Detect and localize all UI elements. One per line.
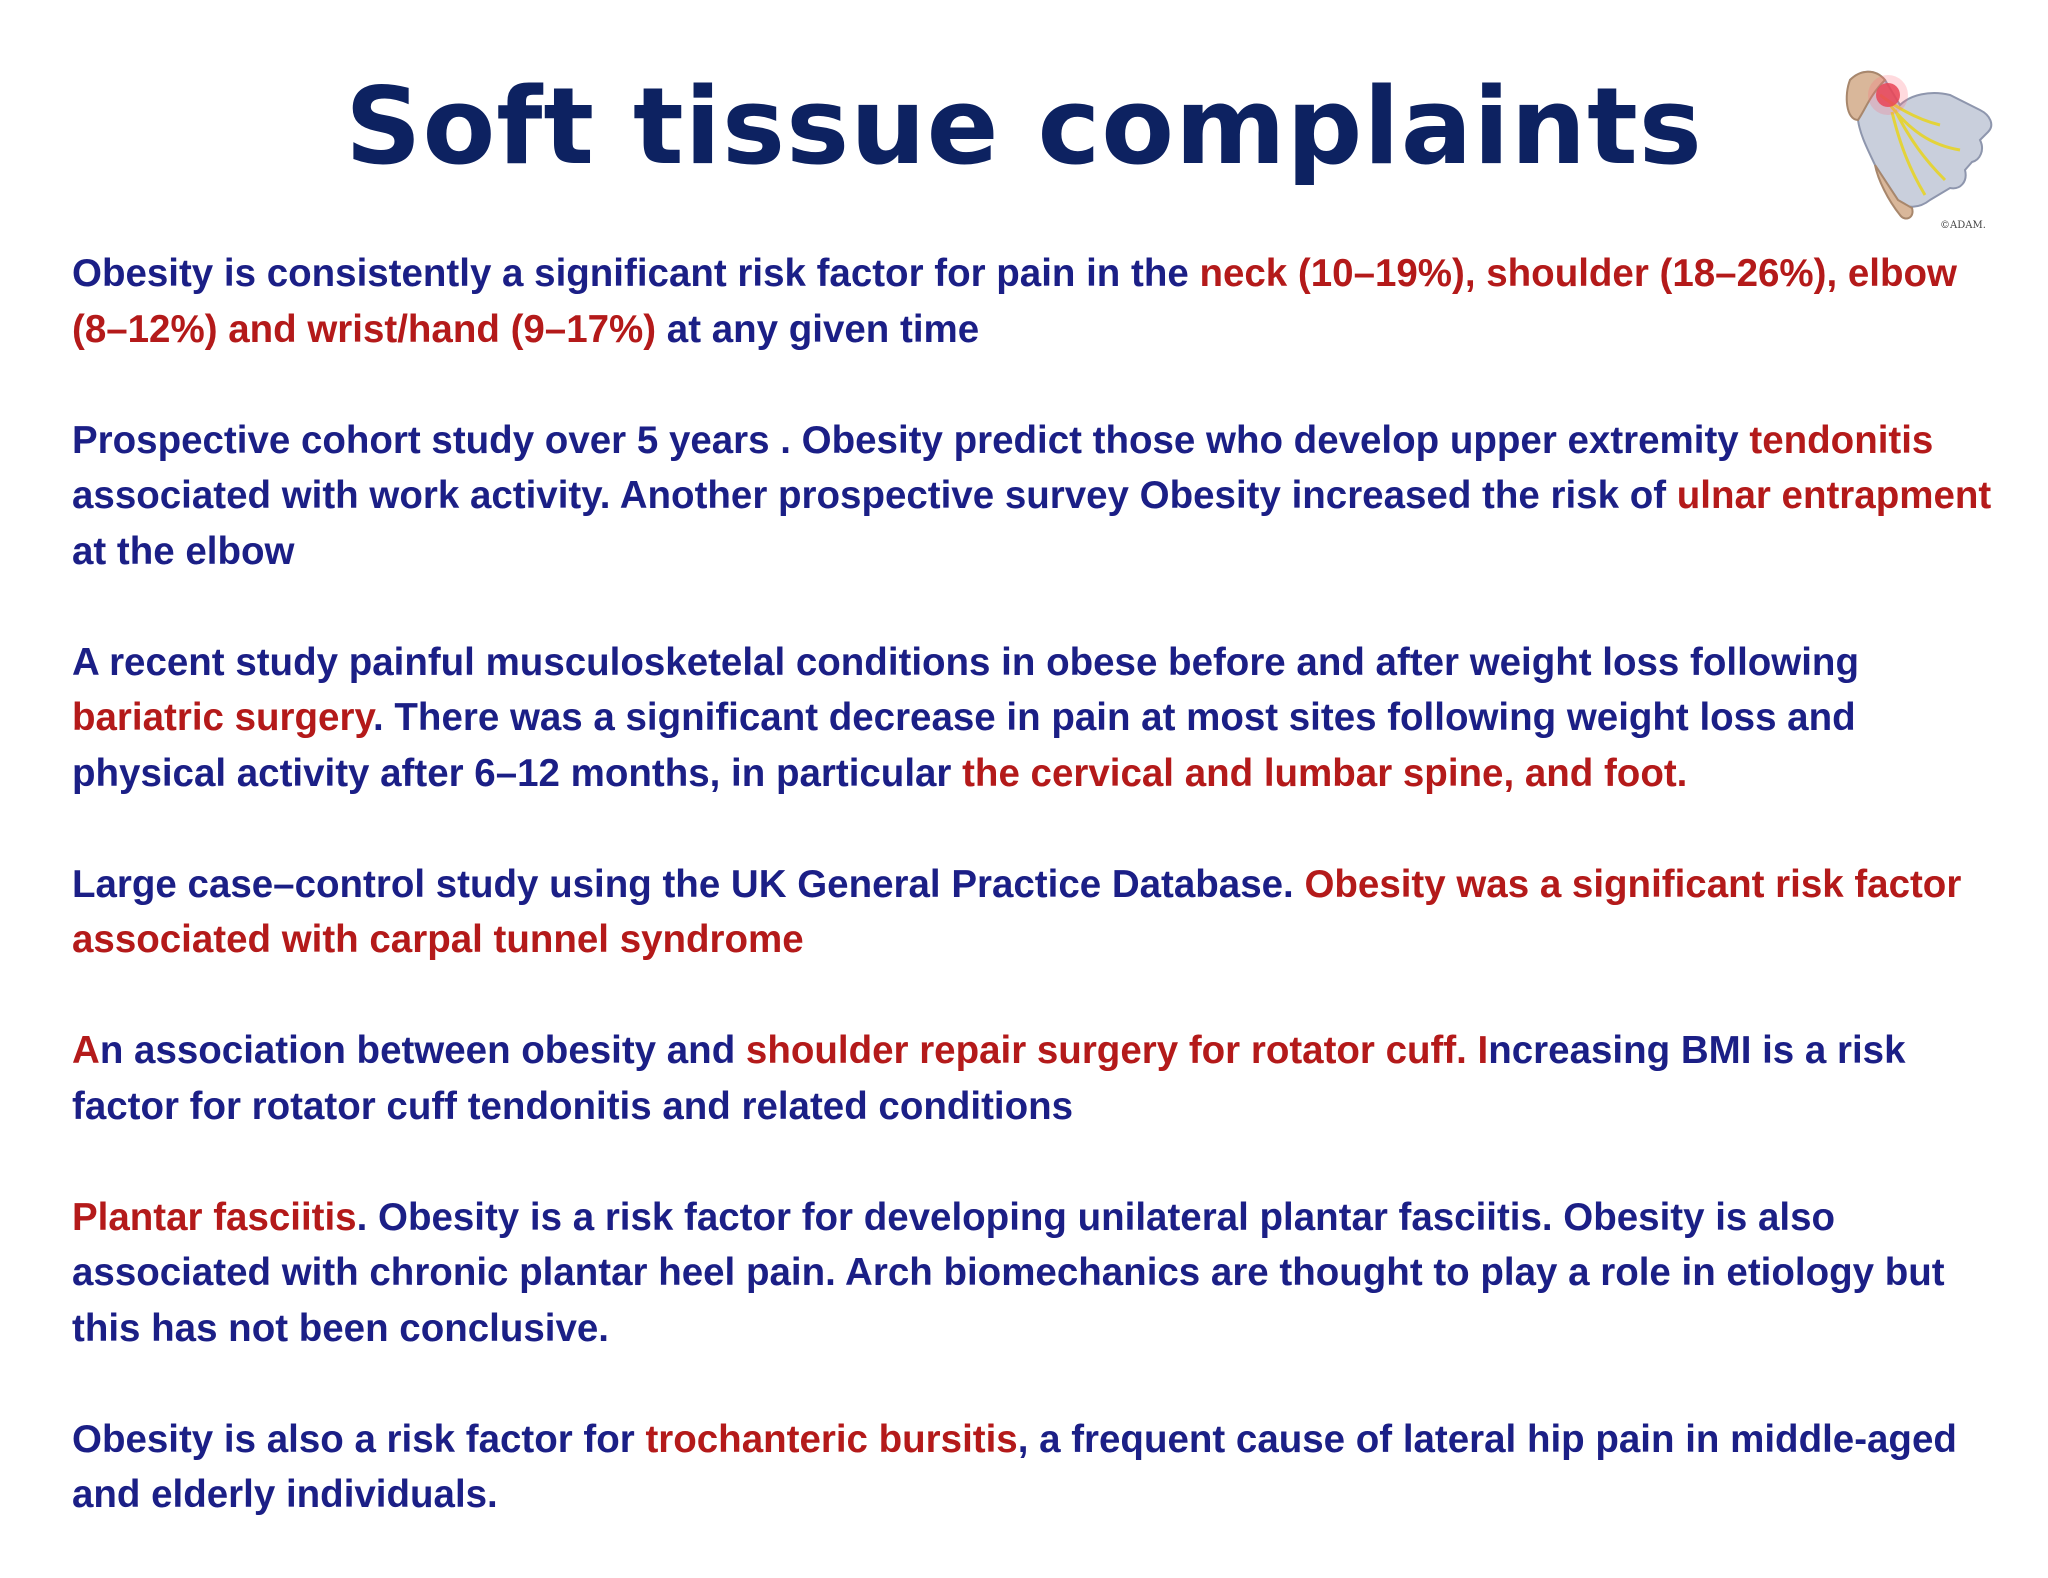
text: Obesity is also a risk factor for bbox=[72, 1417, 646, 1461]
paragraph-pain-sites bbox=[72, 246, 2002, 357]
hand-anatomy-image bbox=[1830, 50, 2010, 235]
text: A recent study painful musculosketelal conditions in obese before and after weight loss following bbox=[72, 640, 1859, 684]
highlighted-text: A bbox=[72, 1029, 100, 1072]
text: at any given time bbox=[656, 307, 980, 351]
text: ncreasing BMI is a risk factor for rotator cuff tendonitis and related conditions bbox=[72, 1029, 1906, 1128]
paragraph-trochanteric-bursitis bbox=[72, 1412, 2002, 1523]
highlighted-text: tendonitis bbox=[1749, 418, 1934, 462]
highlighted-text: bariatric surgery bbox=[72, 696, 374, 739]
text: at the elbow bbox=[72, 529, 295, 573]
logo-credit: ©ADAM. bbox=[1940, 220, 1986, 231]
highlighted-text: shoulder repair surgery for rotator cuff. I bbox=[745, 1029, 1489, 1072]
highlighted-text: Obesity was a significant risk factor associated with carpal tunnel syndrome bbox=[72, 862, 1962, 961]
text: Obesity is consistently a significant risk factor for pain in the bbox=[72, 252, 1200, 295]
paragraph-carpal-tunnel bbox=[72, 857, 2002, 968]
slide-title: Soft tissue complaints bbox=[345, 65, 1703, 188]
text: n association between obesity and bbox=[99, 1029, 746, 1072]
text: Large case–control study using the UK General Practice Database. bbox=[72, 862, 1305, 906]
paragraph-rotator-cuff bbox=[72, 1023, 2002, 1134]
paragraph-bariatric-study bbox=[72, 635, 2002, 802]
highlighted-text: trochanteric bursitis bbox=[645, 1417, 1018, 1461]
text: . There was a significant decrease in pain at most sites following weight loss and physical activity after 6–12 months, in particular bbox=[72, 696, 1856, 795]
highlighted-text: ulnar entrapment bbox=[1676, 474, 1992, 517]
text: associated with work activity. Another prospective survey Obesity increased the risk of bbox=[72, 474, 1677, 517]
text: . Obesity is a risk factor for developing unilateral plantar fasciitis. Obesity is also associated with chronic plantar heel pain. Arch biomechanics are thought to play a role in etiology but this has not been conclusive. bbox=[72, 1195, 1945, 1350]
text: , a frequent cause of lateral hip pain in middle-aged and elderly individuals. bbox=[72, 1417, 1957, 1516]
text: Prospective cohort study over 5 years . Obesity predict those who develop upper extremity bbox=[72, 418, 1750, 462]
paragraph-plantar-fasciitis bbox=[72, 1190, 2002, 1357]
highlighted-text: neck (10–19%), shoulder (18–26%), elbow (8–12%) and wrist/hand (9–17%) bbox=[72, 252, 1957, 351]
slide-body bbox=[72, 246, 2002, 1578]
highlighted-text: Plantar fasciitis bbox=[72, 1195, 357, 1239]
highlighted-text: the cervical and lumbar spine, and foot. bbox=[962, 751, 1688, 795]
paragraph-cohort-study bbox=[72, 413, 2002, 580]
